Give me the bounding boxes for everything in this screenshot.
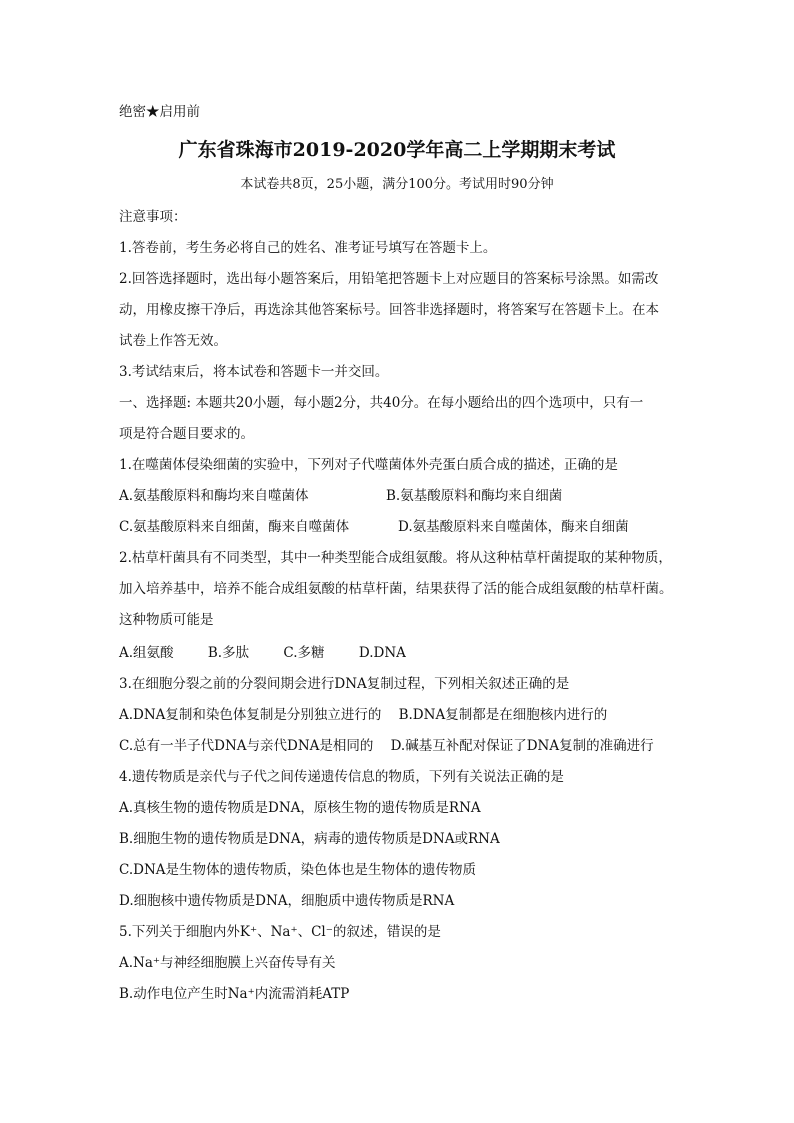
q2-stem-line-1: 2.枯草杆菌具有不同类型，其中一种类型能合成组氨酸。将从这种枯草杆菌提取的某种物质，	[119, 550, 672, 566]
note-3: 3.考试结束后，将本试卷和答题卡一并交回。	[119, 364, 389, 380]
note-1: 1.答卷前，考生务必将自己的姓名、准考证号填写在答题卡上。	[119, 240, 497, 256]
q4-option-a: A.真核生物的遗传物质是DNA，原核生物的遗传物质是RNA	[119, 800, 481, 816]
note-2-line-2: 动，用橡皮擦干净后，再选涂其他答案标号。回答非选择题时，将答案写在答题卡上。在本	[119, 302, 659, 318]
q3-stem: 3.在细胞分裂之前的分裂间期会进行DNA复制过程，下列相关叙述正确的是	[119, 676, 570, 692]
q5-option-a: A.Na⁺与神经细胞膜上兴奋传导有关	[119, 955, 336, 971]
notes-heading: 注意事项：	[119, 209, 187, 225]
section-1-intro-line-2: 项是符合题目要求的。	[119, 426, 254, 442]
q1-stem: 1.在噬菌体侵染细菌的实验中，下列对子代噬菌体外壳蛋白质合成的描述，正确的是	[119, 457, 618, 473]
q3-options-ab: A.DNA复制和染色体复制是分别独立进行的 B.DNA复制都是在细胞核内进行的	[119, 707, 608, 723]
confidential-mark: 绝密★启用前	[119, 104, 200, 120]
q4-option-b: B.细胞生物的遗传物质是DNA，病毒的遗传物质是DNA或RNA	[119, 831, 500, 847]
note-2-line-3: 试卷上作答无效。	[119, 333, 227, 349]
note-2-line-1: 2.回答选择题时，选出每小题答案后，用铅笔把答题卡上对应题目的答案标号涂黑。如需改	[119, 271, 659, 287]
q4-stem: 4.遗传物质是亲代与子代之间传递遗传信息的物质，下列有关说法正确的是	[119, 769, 564, 785]
q4-option-d: D.细胞核中遗传物质是DNA，细胞质中遗传物质是RNA	[119, 893, 455, 909]
q2-stem-line-2: 加入培养基中，培养不能合成组氨酸的枯草杆菌，结果获得了活的能合成组氨酸的枯草杆菌。	[119, 581, 673, 597]
section-1-intro-line-1: 一、选择题: 本题共20小题，每小题2分，共40分。在每小题给出的四个选项中，只有一	[119, 395, 644, 411]
q1-option-b: B.氨基酸原料和酶均来自细菌	[386, 488, 563, 504]
q5-option-b: B.动作电位产生时Na⁺内流需消耗ATP	[119, 986, 350, 1002]
exam-title: 广东省珠海市2019-2020学年高二上学期期末考试	[178, 139, 616, 161]
exam-subtitle: 本试卷共8页，25小题，满分100分。考试用时90分钟	[240, 177, 554, 192]
q2-options: A.组氨酸 B.多肽 C.多糖 D.DNA	[119, 645, 406, 661]
q3-options-cd: C.总有一半子代DNA与亲代DNA是相同的 D.碱基互补配对保证了DNA复制的准确进行	[119, 738, 654, 754]
q5-stem: 5.下列关于细胞内外K⁺、Na⁺、Cl⁻的叙述，错误的是	[119, 924, 441, 940]
q1-option-d: D.氨基酸原料来自噬菌体，酶来自细菌	[398, 519, 629, 535]
q1-option-c: C.氨基酸原料来自细菌，酶来自噬菌体	[119, 519, 350, 535]
q2-stem-line-3: 这种物质可能是	[119, 612, 214, 628]
q1-option-a: A.氨基酸原料和酶均来自噬菌体	[119, 488, 309, 504]
q4-option-c: C.DNA是生物体的遗传物质，染色体也是生物体的遗传物质	[119, 862, 477, 878]
